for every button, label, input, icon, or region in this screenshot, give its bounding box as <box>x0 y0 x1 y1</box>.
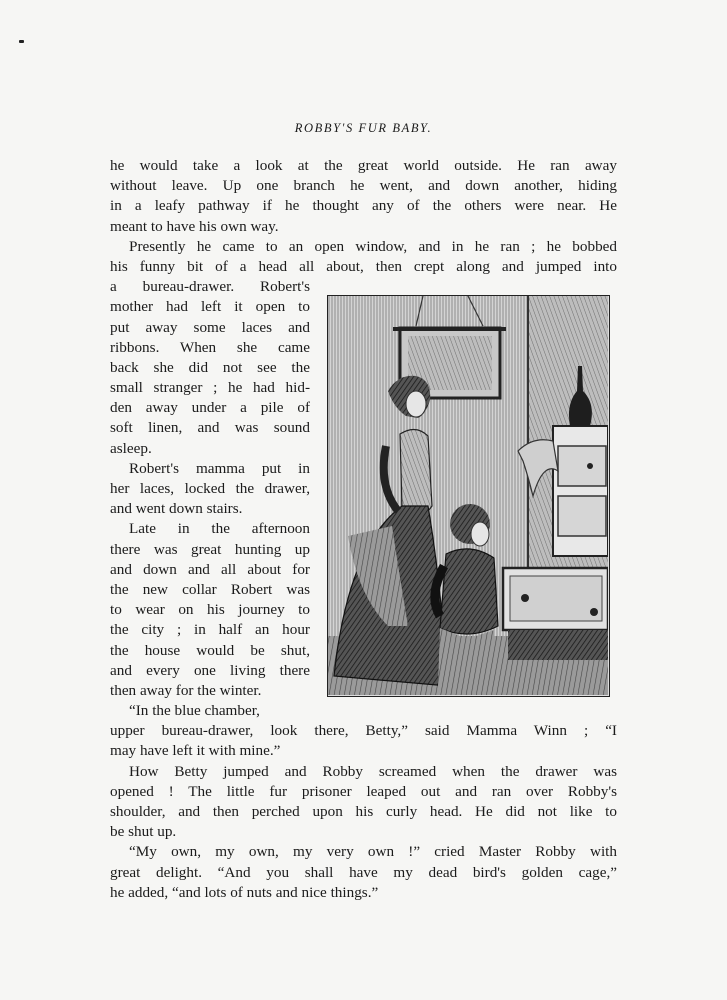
text-line: he would take a look at the great world outside. He ran away <box>110 157 617 174</box>
ink-speck <box>19 40 24 43</box>
text-line: and went down stairs. <box>110 500 243 518</box>
engraving-illustration <box>327 295 610 697</box>
text-line: his funny bit of a head all about, then crept along and jumped into <box>110 257 617 275</box>
text-line: opened ! The little fur prisoner leaped out and ran over Robby's <box>110 782 617 800</box>
text-line: the city ; in half an hour <box>110 621 310 639</box>
text-line: and every one living there <box>110 661 310 679</box>
text-line: back she did not see the <box>110 358 310 376</box>
text-line: asleep. <box>110 439 152 457</box>
text-line: be shut up. <box>110 823 177 841</box>
text-line: ribbons. When she came <box>110 338 310 356</box>
text-line: put away some laces and <box>110 318 310 336</box>
text-line: may have left it with mine.” <box>110 742 281 760</box>
text-line: Presently he came to an open window, and in he ran ; he bobbed <box>129 237 617 255</box>
text-line: upper bureau-drawer, look there, Betty,” said Mamma Winn ; “I <box>110 722 617 740</box>
text-line: den away under a pile of <box>110 399 310 417</box>
text-line: “My own, my own, my very own !” cried Master Robby with <box>129 843 617 861</box>
text-line: then away for the winter. <box>110 681 262 699</box>
text-line: the house would be shut, <box>110 641 310 659</box>
text-line: mother had left it open to <box>110 298 310 316</box>
text-line: “In the blue chamber, <box>129 702 260 720</box>
text-line: shoulder, and then perched upon his curly head. He did not like to <box>110 803 617 820</box>
text-line: in a leafy pathway if he thought any of the others were near. He <box>110 197 617 215</box>
text-line: he added, “and lots of nuts and nice things.” <box>110 883 379 901</box>
text-line: without leave. Up one branch he went, and down another, hiding <box>110 177 617 195</box>
text-line: small stranger ; he had hid- <box>110 379 310 397</box>
text-line: and down and all about for <box>110 560 310 578</box>
engraving-drawing <box>328 296 608 695</box>
text-line: great delight. “And you shall have my dead bird's golden cage,” <box>110 863 617 881</box>
text-line: Robert's mamma put in <box>129 459 310 477</box>
text-line: a bureau-drawer. Robert's <box>110 278 310 296</box>
text-line: her laces, locked the drawer, <box>110 480 310 497</box>
running-head: ROBBY'S FUR BABY. <box>294 121 433 135</box>
text-line: soft linen, and was sound <box>110 419 310 437</box>
text-line: to wear on his journey to <box>110 601 310 619</box>
text-line: the new collar Robert was <box>110 580 310 598</box>
text-line: How Betty jumped and Robby screamed when the drawer was <box>129 762 617 780</box>
text-line: Late in the afternoon <box>129 520 310 538</box>
text-line: there was great hunting up <box>110 540 310 558</box>
text-line: meant to have his own way. <box>110 217 279 235</box>
